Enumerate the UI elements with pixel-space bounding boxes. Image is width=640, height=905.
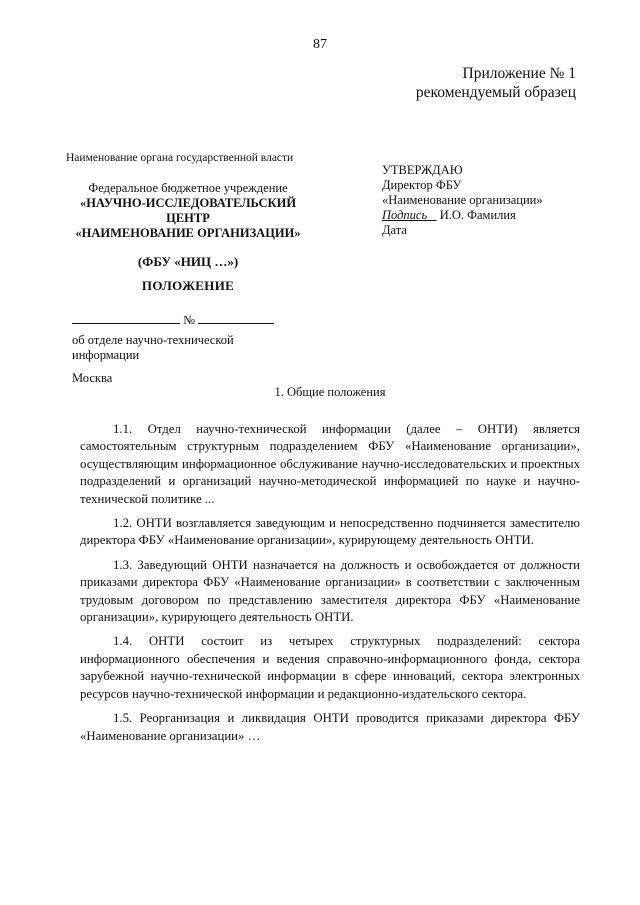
document-title: ПОЛОЖЕНИЕ xyxy=(141,278,235,293)
appendix-header xyxy=(416,64,576,102)
document-body xyxy=(80,421,580,752)
institution-block xyxy=(66,181,310,241)
institution-name-line-1: «НАУЧНО-ИССЛЕДОВАТЕЛЬСКИЙ xyxy=(79,196,297,210)
appendix-number: Приложение № 1 xyxy=(462,65,576,82)
paragraph-1-2: 1.2. ОНТИ возглавляется заведующим и непосредственно подчиняется заместителю директора ФБУ «Наименование организации», курирующему деятельность ОНТИ. xyxy=(80,516,580,548)
institution-abbreviation: (ФБУ «НИЦ …») xyxy=(137,254,239,269)
number-sign: № xyxy=(183,313,196,327)
approval-organization: «Наименование организации» xyxy=(382,193,543,207)
city: Москва xyxy=(72,371,113,385)
approval-title: УТВЕРЖДАЮ xyxy=(382,163,463,177)
document-subject xyxy=(72,333,234,363)
section-heading: 1. Общие положения xyxy=(274,385,386,399)
approval-position: Директор ФБУ xyxy=(382,178,462,192)
institution-name-line-2: ЦЕНТР xyxy=(166,211,210,225)
paragraph-1-1: 1.1. Отдел научно-технической информации (далее – ОНТИ) является самостоятельным структурным подразделением ФБУ «Наименование организации», осуществляющим информационное обслуживание научно-исследовательских и проектных подразделений и организаций научно-методической информацией по науке и научно-технической политике ... xyxy=(80,422,580,506)
date-blank xyxy=(72,311,180,324)
page-number: 87 xyxy=(313,37,327,52)
appendix-note: рекомендуемый образец xyxy=(415,84,576,101)
signatory-name: И.О. Фамилия xyxy=(439,208,516,222)
approval-block xyxy=(382,163,543,238)
authority-label: Наименование органа государственной власти xyxy=(66,152,294,164)
institution-name-line-3: «НАИМЕНОВАНИЕ ОРГАНИЗАЦИИ» xyxy=(75,226,301,240)
paragraph-1-5: 1.5. Реорганизация и ликвидация ОНТИ проводится приказами директора ФБУ «Наименование организации» … xyxy=(80,711,580,743)
document-number-line xyxy=(72,311,274,328)
number-blank xyxy=(198,311,274,324)
signature-placeholder: Подпись xyxy=(382,208,428,222)
institution-type: Федеральное бюджетное учреждение xyxy=(88,181,288,195)
approval-date: Дата xyxy=(382,223,407,237)
subject-line-2: информации xyxy=(72,348,140,362)
paragraph-1-3: 1.3. Заведующий ОНТИ назначается на должность и освобождается от должности приказами директора ФБУ «Наименование организации» в соответствии с заключенным трудовым договором по представлению заместителя директора ФБУ «Наименование организации», курирующего деятельность ОНТИ. xyxy=(80,557,580,625)
paragraph-1-4: 1.4. ОНТИ состоит из четырех структурных подразделений: сектора информационного обеспечения и ведения справочно-информационного фонда, сектора зарубежной научно-технической информации в сфере инноваций, сектора электронных ресурсов научно-технической информации и редакционно-издательского сектора. xyxy=(80,634,580,701)
approval-signature-line xyxy=(382,208,543,223)
subject-line-1: об отделе научно-технической xyxy=(72,333,234,347)
